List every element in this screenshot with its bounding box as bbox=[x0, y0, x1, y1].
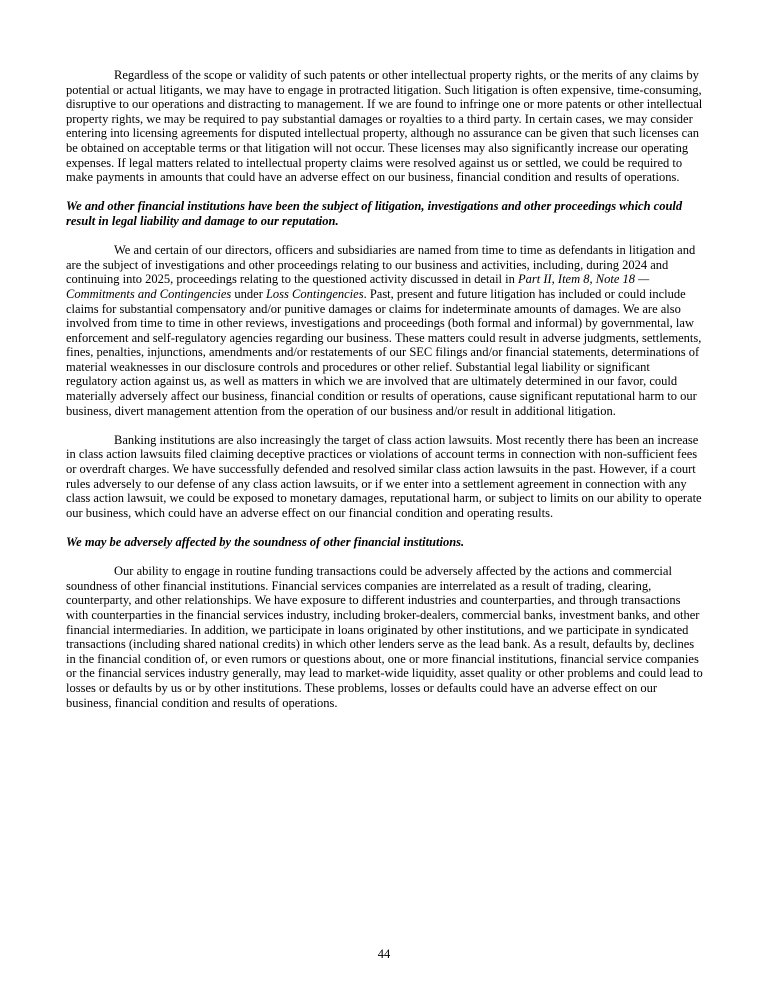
heading-litigation-risk: We and other financial institutions have been the subject of litigation, investigations and other proceedings which could result in legal liability and damage to our reputation. bbox=[66, 199, 683, 228]
paragraph-litigation-proceedings bbox=[66, 243, 704, 418]
heading-soundness-risk: We may be adversely affected by the soundness of other financial institutions. bbox=[66, 535, 465, 549]
paragraph-financial-soundness: Our ability to engage in routine funding transactions could be adversely affected by the actions and commercial soundness of other financial institutions. Financial services companies are interrelated as a result of trading, clearing, counterparty, and other relationships. We have exposure to different industries and counterparties, and through transactions with counterparties in the financial services industry, including broker-dealers, commercial banks, investment banks, and other financial intermediaries. In addition, we participate in loans originated by other institutions, and we participate in syndicated transactions (including shared national credits) in which other lenders serve as the lead bank. As a result, defaults by, declines in the financial condition of, or even rumors or questions about, one or more financial institutions, financial service companies or the financial services industry generally, may lead to market-wide liquidity, asset quality or other problems and could lead to losses or defaults by us or by other institutions. These problems, losses or defaults could have an adverse effect on our business, financial condition and results of operations. bbox=[66, 564, 703, 710]
paragraph-text-rest: . Past, present and future litigation has included or could include claims for substantial compensatory and/or punitive damages or claims for indeterminate amounts of damages. We are also involved from time to time in other reviews, investigations and proceedings (both formal and informal) by governmental, law enforcement and self-regulatory agencies regarding our business. These matters could result in adverse judgments, settlements, fines, penalties, injunctions, amendments and/or restatements of our SEC filings and/or financial statements, determinations of material weaknesses in our disclosure controls and procedures or other relief. Substantial legal liability or significant regulatory action against us, as well as matters in which we are involved that are ultimately determined in our favor, could materially adversely affect our business, financial condition or results of operations, cause significant reputational harm to our business, divert management attention from the operation of our business and/or result in additional litigation. bbox=[66, 286, 702, 418]
paragraph-ip-litigation: Regardless of the scope or validity of such patents or other intellectual property rights, or the merits of any claims by potential or actual litigants, we may have to engage in protracted litigation. Such litigation is often expensive, time-consuming, disruptive to our operations and distracting to management. If we are found to infringe one or more patents or other intellectual property rights, we may be required to pay substantial damages or royalties to a third party. In certain cases, we may consider entering into licensing agreements for disputed intellectual property, although no assurance can be given that such licenses can be obtained on acceptable terms or that litigation will not occur. These licenses may also significantly increase our operating expenses. If legal matters related to intellectual property claims were resolved against us or settled, we could be required to make payments in amounts that could have an adverse effect on our business, financial condition and results of operations. bbox=[66, 68, 703, 185]
paragraph-text-mid: under bbox=[231, 286, 266, 301]
page-number: 44 bbox=[377, 947, 391, 961]
note-reference-loss-contingencies: Loss Contingencies bbox=[265, 286, 364, 301]
paragraph-class-action-lawsuits: Banking institutions are also increasingly the target of class action lawsuits. Most recently there has been an increase in class action lawsuits filed claiming deceptive practices or violations of account terms in connection with non-sufficient fees or overdraft charges. We have successfully defended and resolved similar class action lawsuits in the past. However, if a court rules adversely to our defense of any class action lawsuits, or if we enter into a settlement agreement in connection with any class action lawsuit, we could be exposed to monetary damages, reputational harm, or subject to limits on our ability to operate our business, which could have an adverse effect on our financial condition and operating results. bbox=[66, 432, 702, 520]
paragraph-text-lead: We and certain of our directors, officers and subsidiaries are named from time to time as defendants in litigation and are the subject of investigations and other proceedings relating to our business and activities, including, during 2024 and continuing into 2025, proceedings relating to the questioned activity discussed in detail in bbox=[66, 243, 696, 287]
note-reference-commitments-contingencies: Part II, Item 8, Note 18 — Commitments and Contingencies bbox=[66, 272, 650, 301]
